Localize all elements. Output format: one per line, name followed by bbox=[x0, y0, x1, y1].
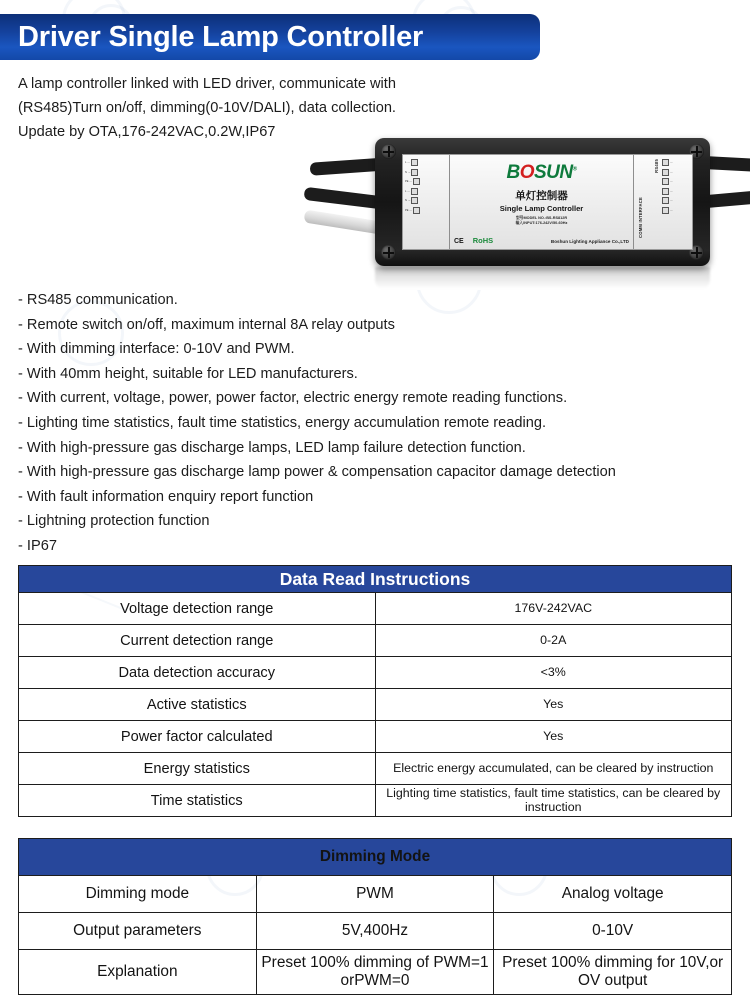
terminal-row: ⋯ bbox=[662, 178, 690, 185]
dimming-mode-table bbox=[18, 838, 732, 995]
table-row bbox=[19, 721, 732, 753]
product-label-plate bbox=[402, 154, 693, 250]
feature-list bbox=[18, 288, 732, 559]
terminal-row: ⋯ bbox=[662, 207, 690, 214]
row-key: Current detection range bbox=[19, 625, 376, 657]
label-center bbox=[450, 155, 633, 249]
terminal-row: L ⋯ bbox=[405, 188, 447, 195]
table-row bbox=[19, 625, 732, 657]
rohs-mark-icon: RoHS bbox=[472, 236, 494, 245]
row-pwm-value: PWM bbox=[256, 876, 494, 913]
comm-interface-label: COMM INTERFACE bbox=[638, 197, 643, 238]
screw-icon bbox=[381, 144, 396, 159]
row-pwm-value: 5V,400Hz bbox=[256, 913, 494, 950]
row-value: Electric energy accumulated, can be cleared by instruction bbox=[375, 753, 732, 785]
list-item: - With high-pressure gas discharge lamps, LED lamp failure detection function. bbox=[18, 439, 526, 456]
row-key: Explanation bbox=[19, 950, 257, 995]
row-key: Power factor calculated bbox=[19, 721, 376, 753]
intro-line-1: A lamp controller linked with LED driver, communicate with bbox=[18, 76, 396, 92]
row-analog-value: Analog voltage bbox=[494, 876, 732, 913]
brand-b: B bbox=[506, 162, 520, 183]
intro-line-2: (RS485)Turn on/off, dimming(0-10V/DALI), data collection. bbox=[18, 100, 396, 116]
label-input-line: 输入INPUT:176-242V/50-60Hz bbox=[515, 221, 568, 225]
terminal-row: PE ⋯ bbox=[405, 178, 447, 185]
terminal-row: N ⋯ bbox=[405, 169, 447, 176]
terminal-block-left bbox=[403, 155, 450, 249]
table-row bbox=[19, 593, 732, 625]
intro-line-3: Update by OTA,176-242VAC,0.2W,IP67 bbox=[18, 124, 276, 140]
intro-paragraph bbox=[18, 72, 396, 144]
page-header-banner bbox=[0, 14, 540, 60]
table-title: Dimming Mode bbox=[19, 839, 732, 876]
terminal-block-right bbox=[633, 155, 692, 249]
row-value: Yes bbox=[375, 721, 732, 753]
table-row bbox=[19, 689, 732, 721]
page-title: Driver Single Lamp Controller bbox=[18, 20, 424, 53]
list-item: - RS485 communication. bbox=[18, 292, 178, 308]
terminal-row: ⋯ bbox=[662, 169, 690, 176]
brand-sun: SUN bbox=[533, 162, 573, 183]
list-item: - Lighting time statistics, fault time statistics, energy accumulation remote reading. bbox=[18, 414, 547, 431]
row-key: Data detection accuracy bbox=[19, 657, 376, 689]
table-row bbox=[19, 657, 732, 689]
row-analog-value: 0-10V bbox=[494, 913, 732, 950]
table-row bbox=[19, 876, 732, 913]
controller-enclosure bbox=[375, 138, 710, 266]
row-key: Energy statistics bbox=[19, 753, 376, 785]
row-key: Dimming mode bbox=[19, 876, 257, 913]
list-item: - Lightning protection function bbox=[18, 513, 210, 530]
company-name: Boshun Lighting Appliance Co.,LTD bbox=[550, 239, 629, 244]
row-value: 0-2A bbox=[375, 625, 732, 657]
table-row bbox=[19, 913, 732, 950]
row-key: Active statistics bbox=[19, 689, 376, 721]
table-header-row bbox=[19, 566, 732, 593]
table-row bbox=[19, 785, 732, 817]
brand-logo bbox=[450, 162, 633, 184]
brand-reg-mark: ® bbox=[572, 166, 577, 173]
row-key: Time statistics bbox=[19, 785, 376, 817]
data-read-instructions-table bbox=[18, 565, 732, 817]
row-analog-value: Preset 100% dimming for 10V,or OV output bbox=[494, 950, 732, 995]
list-item: - With high-pressure gas discharge lamp power & compensation capacitor damage detection bbox=[18, 464, 616, 481]
rs485-label: RS485 bbox=[654, 159, 659, 173]
screw-icon bbox=[381, 245, 396, 260]
table-row bbox=[19, 950, 732, 995]
list-item: - IP67 bbox=[18, 537, 57, 554]
terminal-row: ⋯ bbox=[662, 188, 690, 195]
product-photo bbox=[350, 120, 740, 290]
table-header-row bbox=[19, 839, 732, 876]
terminal-row: L ⋯ bbox=[405, 159, 447, 166]
terminal-row: ⋯ bbox=[662, 159, 690, 166]
row-value: <3% bbox=[375, 657, 732, 689]
list-item: - Remote switch on/off, maximum internal 8A relay outputs bbox=[18, 316, 395, 333]
label-footer bbox=[454, 236, 629, 245]
row-pwm-value: Preset 100% dimming of PWM=1 orPWM=0 bbox=[256, 950, 494, 995]
label-cn-title: 单灯控制器 bbox=[515, 190, 568, 202]
row-value: 176V-242VAC bbox=[375, 593, 732, 625]
list-item: - With fault information enquiry report function bbox=[18, 488, 314, 505]
list-item: - With 40mm height, suitable for LED manufacturers. bbox=[18, 365, 358, 382]
row-value: Yes bbox=[375, 689, 732, 721]
list-item: - With dimming interface: 0-10V and PWM. bbox=[18, 341, 295, 358]
terminal-row: N ⋯ bbox=[405, 197, 447, 204]
table-row bbox=[19, 753, 732, 785]
ce-mark-icon: CE bbox=[454, 238, 464, 245]
label-en-title: Single Lamp Controller bbox=[499, 204, 584, 213]
terminal-row: PE ⋯ bbox=[405, 207, 447, 214]
row-value: Lighting time statistics, fault time statistics, can be cleared by instruction bbox=[375, 785, 732, 817]
row-key: Output parameters bbox=[19, 913, 257, 950]
list-item: - With current, voltage, power, power factor, electric energy remote reading functions. bbox=[18, 390, 568, 407]
terminal-row: ⋯ bbox=[662, 197, 690, 204]
row-key: Voltage detection range bbox=[19, 593, 376, 625]
enclosure-reflection bbox=[375, 267, 710, 289]
table-title: Data Read Instructions bbox=[19, 566, 732, 593]
brand-o: O bbox=[519, 162, 534, 183]
label-model-line: 型号MODEL NO.:BS-RS812R bbox=[515, 216, 568, 220]
